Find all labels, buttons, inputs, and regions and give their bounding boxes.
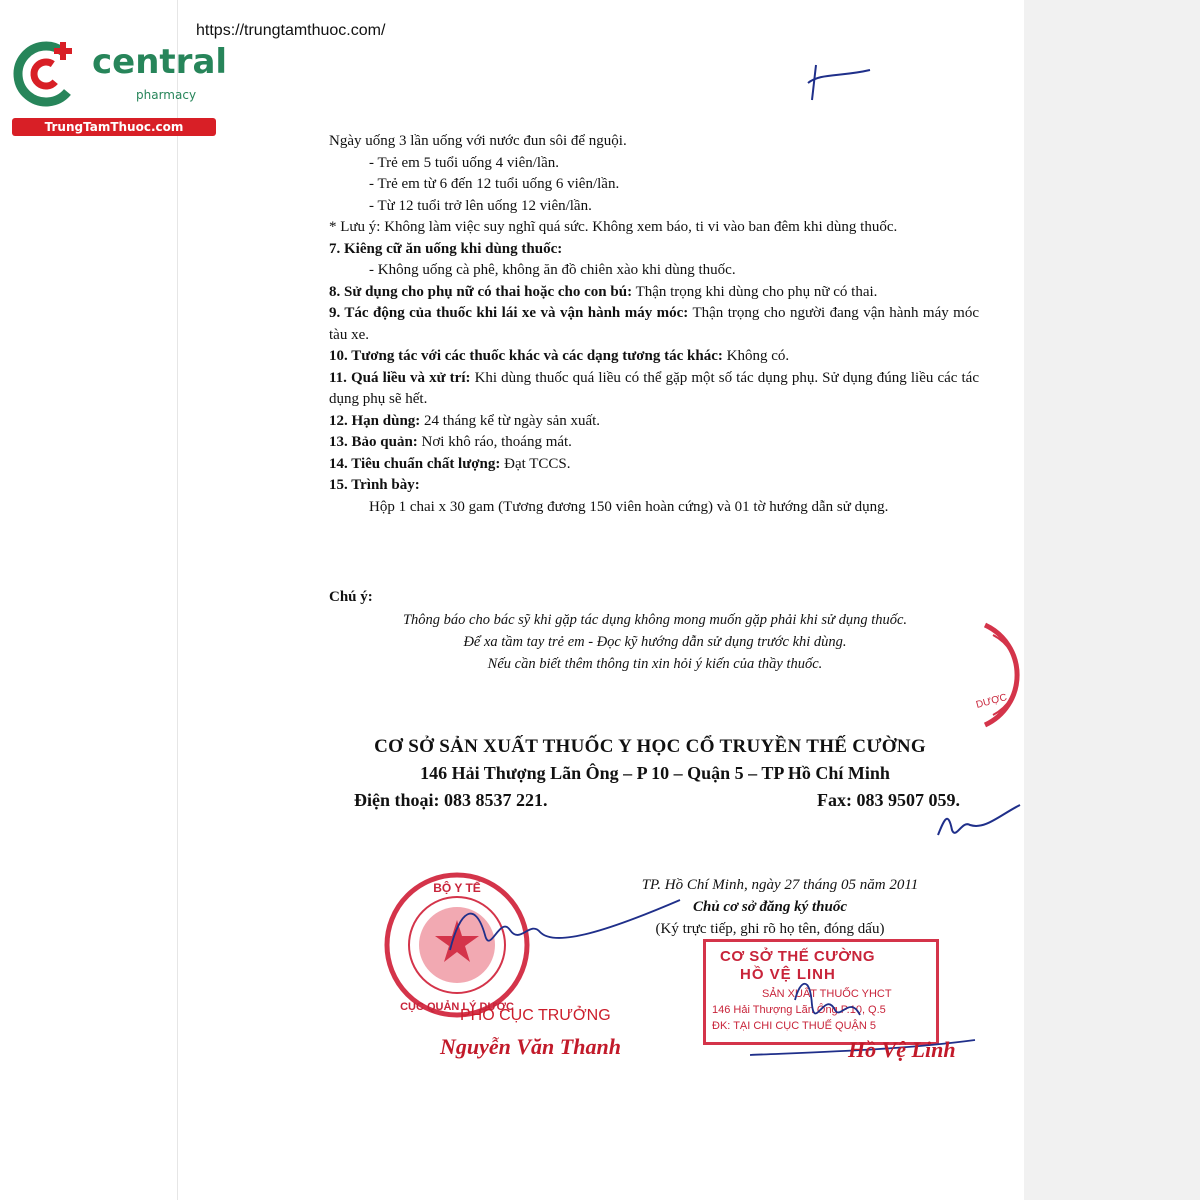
brand-name: central	[92, 42, 228, 82]
section-text: Hộp 1 chai x 30 gam (Tương đương 150 viên hoàn cứng) và 01 tờ hướng dẫn sử dụng.	[369, 498, 889, 515]
dosage-item: - Trẻ em từ 6 đến 12 tuổi uống 6 viên/lần.	[369, 176, 620, 192]
dosage-intro: Ngày uống 3 lần uống với nước đun sôi để nguội.	[329, 133, 627, 149]
signature-instruction: (Ký trực tiếp, ghi rõ họ tên, đóng dấu)	[655, 921, 885, 937]
caution-line: Nếu cần biết thêm thông tin xin hỏi ý kiến của thầy thuốc.	[487, 656, 823, 672]
section-text: Thận trọng khi dùng cho phụ nữ có thai.	[632, 283, 878, 300]
company-name: CƠ SỞ SẢN XUẤT THUỐC Y HỌC CỔ TRUYỀN THẾ CƯỜNG	[374, 736, 926, 757]
dosage-item: - Từ 12 tuổi trở lên uống 12 viên/lần.	[369, 197, 592, 214]
section-13	[329, 432, 979, 454]
stamp-line: CƠ SỞ THẾ CƯỜNG	[720, 948, 876, 965]
company-contacts	[300, 787, 1000, 814]
section-heading: 9. Tác động của thuốc khi lái xe và vận hành máy móc:	[329, 305, 689, 321]
section-heading: 13. Bảo quản:	[329, 434, 418, 450]
section-15	[329, 475, 979, 497]
section-heading: 8. Sử dụng cho phụ nữ có thai hoặc cho con bú:	[329, 283, 633, 300]
section-7	[329, 239, 979, 261]
signature-date: TP. Hồ Chí Minh, ngày 27 tháng 05 năm 2011	[641, 877, 919, 893]
caution-notes	[330, 609, 980, 675]
stamp-line: ĐK: TẠI CHI CỤC THUẾ QUẬN 5	[712, 1020, 877, 1032]
section-heading: 15. Trình bày:	[329, 477, 420, 493]
section-heading: 14. Tiêu chuẩn chất lượng:	[329, 455, 501, 472]
section-text: Thận trọng cho người đang vận hành máy móc tàu xe.	[329, 305, 979, 343]
official-name: Nguyễn Văn Thanh	[440, 1034, 621, 1059]
section-9	[329, 303, 979, 346]
brand-subtitle: pharmacy	[136, 88, 197, 102]
section-heading: 7. Kiêng cữ ăn uống khi dùng thuốc:	[329, 240, 563, 257]
company-address: 146 Hải Thượng Lãn Ông – P 10 – Quận 5 – TP Hồ Chí Minh	[420, 763, 890, 783]
section-15-text	[329, 497, 979, 519]
section-text: Không có.	[722, 348, 790, 364]
caution-line: Thông báo cho bác sỹ khi gặp tác dụng không mong muốn gặp phải khi sử dụng thuốc.	[402, 612, 908, 628]
seal-bottom-text: CỤC QUẢN LÝ DƯỢC	[400, 1001, 514, 1013]
caution-title: Chú ý:	[329, 589, 373, 605]
scan-margin-left	[0, 0, 178, 1200]
stamp-line: 146 Hải Thượng Lãn Ông P.10, Q.5	[712, 1004, 886, 1016]
official-title: PHÓ CỤC TRƯỞNG	[460, 1007, 611, 1024]
caution-line: Để xa tầm tay trẻ em - Đọc kỹ hướng dẫn sử dụng trước khi dùng.	[463, 634, 847, 650]
section-8	[329, 282, 979, 304]
section-10	[329, 346, 979, 368]
leaflet-body	[329, 131, 979, 518]
partial-seal	[955, 620, 1035, 730]
scan-margin-right	[1024, 0, 1200, 1200]
section-heading: 12. Hạn dùng:	[329, 412, 421, 429]
seal-top-text: BỘ Y TẾ	[433, 881, 481, 895]
partial-seal-text: DƯỢC	[974, 692, 1009, 711]
section-heading: 10. Tương tác với các thuốc khác và các dạng tương tác khác:	[329, 348, 723, 364]
stamp-line: HỒ VỆ LINH	[740, 966, 836, 983]
owner-name: Hồ Vệ Linh	[848, 1037, 956, 1062]
initial-signature-top	[800, 55, 880, 115]
company-fax: Fax: 083 9507 059.	[817, 790, 960, 810]
section-text: Đạt TCCS.	[500, 455, 571, 472]
section-text: 24 tháng kể từ ngày sản xuất.	[420, 412, 601, 429]
section-heading: 11. Quá liều và xử trí:	[329, 369, 471, 386]
section-text: Khi dùng thuốc quá liều có thể gặp một số tác dụng phụ. Sử dụng đúng liều các tác dụng phụ sẽ hết.	[329, 369, 979, 407]
section-11	[329, 368, 979, 411]
central-pharmacy-logo	[8, 36, 228, 136]
section-12	[329, 411, 979, 433]
dosage-item: - Trẻ em 5 tuổi uống 4 viên/lần.	[369, 154, 559, 171]
initial-signature-right	[930, 800, 1025, 850]
signature-title: Chủ cơ sở đăng ký thuốc	[692, 899, 848, 915]
company-phone: Điện thoại: 083 8537 221.	[354, 790, 548, 810]
section-7-text: - Không uống cà phê, không ăn đồ chiên xào khi dùng thuốc.	[369, 262, 736, 278]
source-url: https://trungtamthuoc.com/	[196, 22, 386, 39]
brand-site-banner: TrungTamThuoc.com	[12, 118, 216, 136]
signature-official	[430, 890, 690, 970]
company-block	[300, 733, 1000, 814]
dosage-note: * Lưu ý: Không làm việc suy nghĩ quá sức. Không xem báo, ti vi vào ban đêm khi dùng thuốc.	[329, 219, 898, 235]
section-text: Nơi khô ráo, thoáng mát.	[417, 434, 572, 450]
section-14	[329, 454, 979, 476]
stamp-line: SẢN XUẤT THUỐC YHCT	[762, 988, 892, 1000]
central-pharmacy-logo-icon	[8, 36, 92, 116]
